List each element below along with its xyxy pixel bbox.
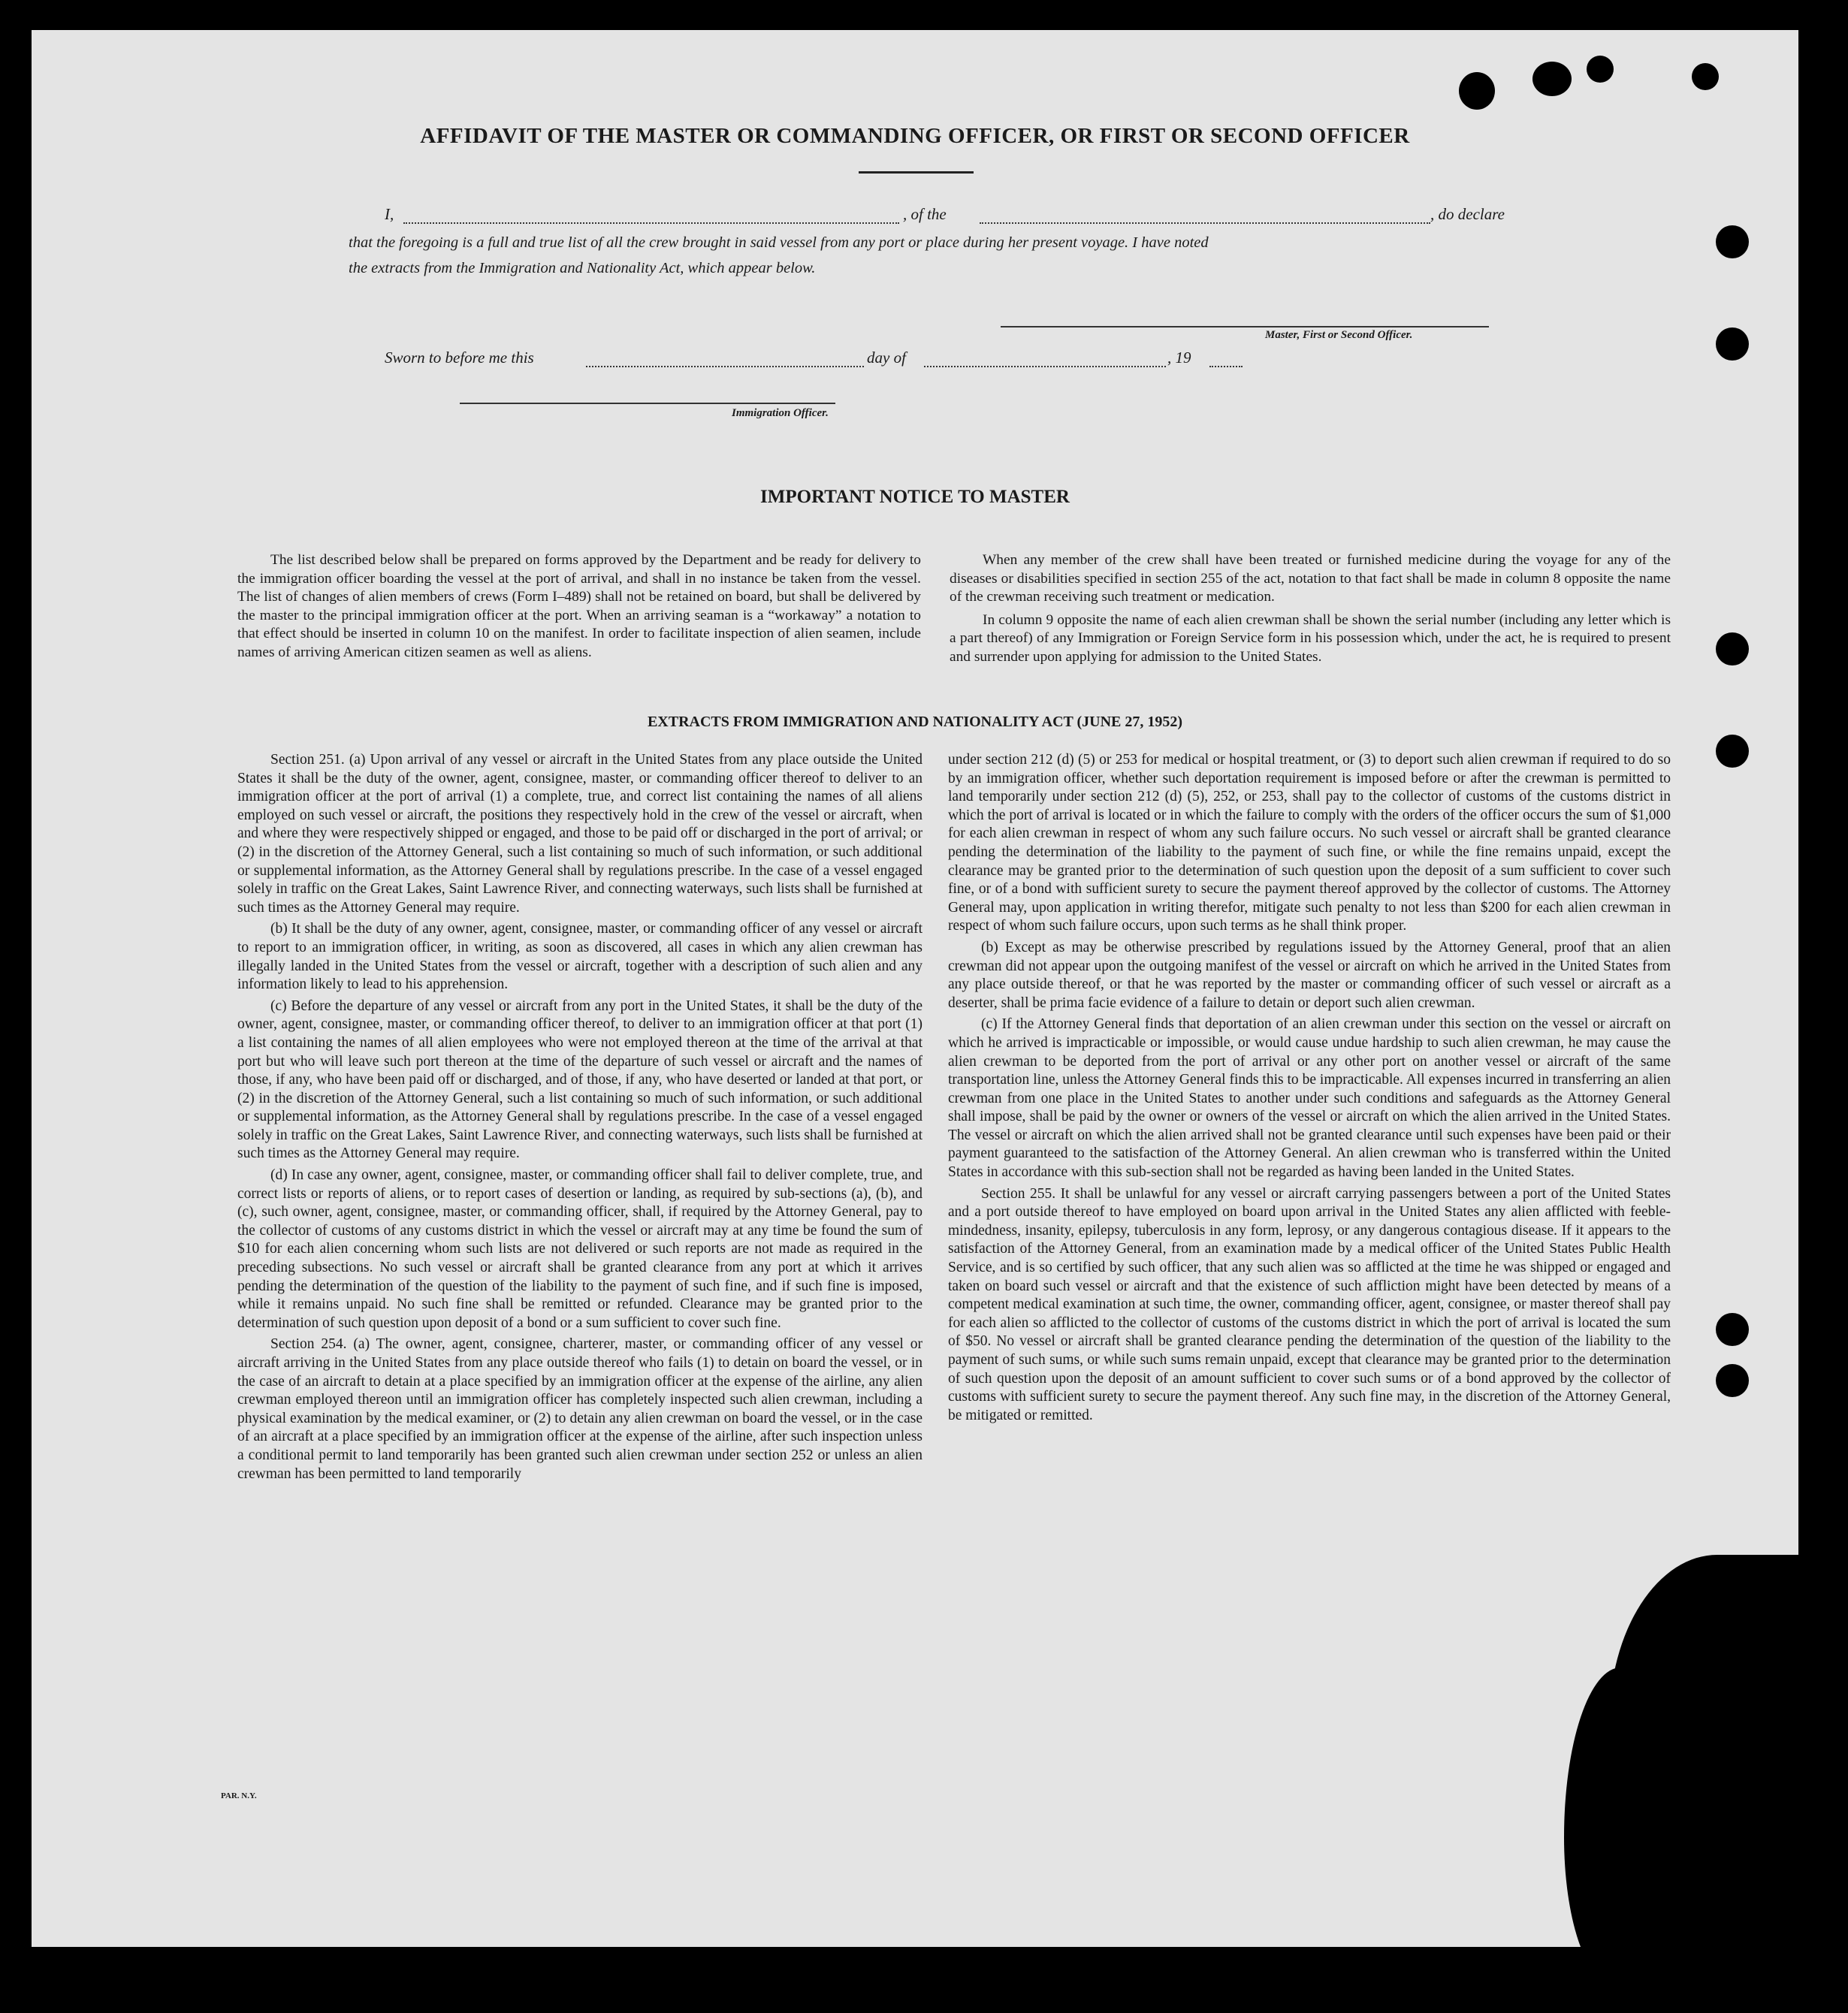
- punch-hole: [1716, 1364, 1749, 1397]
- punch-hole: [1692, 63, 1719, 90]
- immigration-officer-signature-line[interactable]: [460, 403, 835, 404]
- section-251-a: Section 251. (a) Upon arrival of any vessel or aircraft in the United States from any place outside the United States it shall be the duty of the owner, agent, consignee, master, or commanding officer thereof to deliver to an immigration officer at the port of arrival (1) a complete, true, and correct list containing the names of all aliens employed on such vessel or aircraft, the positions they respectively hold in the crew of the vessel or aircraft, when and where they were respectively shipped or engaged, and those to be paid off or discharged in the port of arrival; or (2) in the discretion of the Attorney General, such a list containing so much of such information, or such additional or supplemental information, as the Attorney General shall by regulations prescribe. In the case of a vessel engaged solely in traffic on the Great Lakes, Saint Lawrence River, and connecting waterways, such lists shall be furnished at such times as the Attorney General may require.: [237, 752, 922, 916]
- vessel-field[interactable]: [980, 222, 1430, 224]
- title-underline: [859, 171, 974, 174]
- extracts-left-column: [237, 751, 922, 1486]
- immigration-officer-caption: Immigration Officer.: [732, 407, 829, 419]
- sworn-year-field[interactable]: [1209, 366, 1243, 367]
- notice-left-column: [237, 551, 921, 666]
- day-of-label: day of: [867, 349, 906, 367]
- section-254-b: (b) Except as may be otherwise prescribed by regulations issued by the Attorney General, proof that an alien crewman did not appear upon the outgoing manifest of the vessel or aircraft on which he arrived in the United States from any place outside thereof, or that he was reported by the master or commanding officer of such vessel or aircraft as a deserter, shall be prima facie evidence of a failure to detain or deport such alien crewman.: [948, 939, 1671, 1011]
- extracts-title: EXTRACTS FROM IMMIGRATION AND NATIONALITY ACT (JUNE 27, 1952): [647, 714, 1183, 730]
- declaration-line-2: the extracts from the Immigration and Nationality Act, which appear below.: [349, 260, 816, 276]
- section-254-c: (c) If the Attorney General finds that deportation of an alien crewman under this section on the vessel or aircraft on which he arrived is impracticable or impossible, or would cause undue hardship to such alien crewman, he may cause the alien crewman to be deported from the port of arrival or any other port on another vessel or aircraft of the same transportation line, unless the Attorney General finds this to be impracticable. All expenses incurred in transferring an alien crewman from one place in the United States to another under such conditions and safeguards as the Attorney General shall impose, shall be paid by the owner or owners of the vessel or aircraft on which the alien arrived in the United States. The vessel or aircraft on which the alien arrived shall not be granted clearance until such expenses have been paid or their payment guaranteed to the satisfaction of the Attorney General. An alien crewman who is transferred within the United States in accordance with this sub-section shall not be regarded as having been landed in the United States.: [948, 1016, 1671, 1181]
- punch-hole: [1532, 62, 1572, 96]
- section-254-a: Section 254. (a) The owner, agent, consignee, charterer, master, or commanding officer of any vessel or aircraft arriving in the United States from any place outside thereof who fails (1) to detain on board the vessel, or in the case of an aircraft to detain at a place specified by an immigration officer at the expense of the airline, any alien crewman employed thereon until an immigration officer has completely inspected such alien crewman, including a physical examination by the medical examiner, or (2) to detain any alien crewman on board the vessel, or in the case of an aircraft at a place specified by an immigration officer at the expense of the airline, after such inspection unless a conditional permit to land temporarily has been granted such alien crewman under section 252 or unless an alien crewman has been permitted to land temporarily: [237, 1336, 922, 1482]
- section-254-a-continued: under section 212 (d) (5) or 253 for medical or hospital treatment, or (3) to deport such alien crewman if required to do so by an immigration officer, whether such deportation requirement is imposed before or after the crewman is permitted to land temporarily under section 212 (d) (5), 252, or 253, shall pay to the collector of customs of the customs district in which the port of arrival is located or in which the failure to comply with the orders of the officer occurs the sum of $1,000 for each alien crewman in respect of whom any such failure occurs. No such vessel or aircraft shall be granted clearance pending the determination of the liability to the payment of such fine, or while the fine remains unpaid, except the clearance may be granted prior to the determination of such question upon the deposit of a sum sufficient to cover such fine, or of a bond with sufficient surety to secure the payment thereof approved by the collector of customs. The Attorney General may, upon application in writing therefor, mitigate such penalty to not less than $200 for each alien crewman in respect of whom such failure occurs, upon such terms as he shall think proper.: [948, 752, 1671, 934]
- torn-corner-damage: [1564, 1667, 1669, 1947]
- year-label: , 19: [1167, 349, 1191, 367]
- sworn-month-field[interactable]: [924, 366, 1166, 367]
- do-declare-label: , do declare: [1430, 205, 1505, 223]
- notice-right-column: [950, 551, 1671, 671]
- affidavit-title: AFFIDAVIT OF THE MASTER OR COMMANDING OFFICER, OR FIRST OR SECOND OFFICER: [420, 124, 1410, 148]
- section-255: Section 255. It shall be unlawful for any vessel or aircraft carrying passengers between a port of the United States and a port outside thereof to have employed on board upon arrival in the United States any alien afflicted with feeble-mindedness, insanity, epilepsy, tuberculosis in any form, leprosy, or any dangerous contagious disease. If it appears to the satisfaction of the Attorney General, from an examination made by a medical officer of the United States Public Health Service, and is so certified by such officer, that any such alien was so afflicted at the time he was shipped or engaged and taken on board such vessel or aircraft and that the existence of such affliction might have been detected by means of a competent medical examination at such time, the owner, commanding officer, agent, consignee, or master thereof shall pay for each alien so afflicted to the collector of customs of the customs district in which the port of arrival is located the sum of $50. No vessel or aircraft shall be granted clearance pending the determination of the question of the liability to the payment of such sums, or while such sums remain unpaid, except that clearance may be granted prior to the determination of such question upon the deposit of an amount sufficient to cover such sums or of a bond approved by the collector of customs with sufficient surety to secure the payment thereof. Any such fine may, in the discretion of the Attorney General, be mitigated or remitted.: [948, 1185, 1671, 1423]
- punch-hole: [1587, 56, 1614, 83]
- sworn-day-field[interactable]: [586, 366, 864, 367]
- master-signature-line[interactable]: [1001, 326, 1489, 327]
- name-field[interactable]: [403, 222, 899, 224]
- punch-hole: [1716, 327, 1749, 361]
- sworn-label: Sworn to before me this: [385, 349, 534, 367]
- notice-right-paragraph-1: When any member of the crew shall have been treated or furnished medicine during the voyage for any of the diseases or disabilities specified in section 255 of the act, notation to that fact shall be made in column 8 opposite the name of the crewman receiving such treatment or medication.: [950, 552, 1671, 605]
- notice-left-paragraph: The list described below shall be prepared on forms approved by the Department and be ready for delivery to the immigration officer boarding the vessel at the port of arrival, and shall in no instance be taken from the vessel. The list of changes of alien members of crews (Form I–489) shall not be retained on board, but shall be delivered by the master to the principal immigration officer at the port. When an arriving seaman is a “workaway” a notation to that effect should be inserted in column 10 on the manifest. In order to facilitate inspection of alien seamen, include names of arriving American citizen seamen as well as aliens.: [237, 552, 921, 660]
- i-label: I,: [385, 205, 394, 223]
- punch-hole: [1716, 1313, 1749, 1346]
- extracts-right-column: [948, 751, 1671, 1428]
- section-251-d: (d) In case any owner, agent, consignee, master, or commanding officer shall fail to deliver complete, true, and correct lists or reports of aliens, or to report cases of desertion or landing, as required by sub-sections (a), (b), and (c), such owner, agent, consignee, master, or commanding officer, shall, if required by the Attorney General, pay to the collector of customs of any customs district in which the vessel or aircraft may at any time be found the sum of $10 for each alien concerning whom such lists are not delivered or such reports are not made as required in the preceding subsections. No such vessel or aircraft shall be granted clearance from any port at which it arrives pending the determination of the question of the liability to the payment of such fine, and if such fine is imposed, while it remains unpaid. No such fine shall be remitted or refunded. Clearance may be granted prior to the determination of such question upon deposit of a bond or a sum sufficient to cover such fine.: [237, 1167, 922, 1331]
- document-page: [32, 30, 1798, 1947]
- notice-title: IMPORTANT NOTICE TO MASTER: [760, 487, 1070, 507]
- of-the-label: , of the: [903, 205, 947, 223]
- punch-hole: [1716, 632, 1749, 665]
- punch-hole: [1716, 225, 1749, 258]
- printer-mark: PAR. N.Y.: [221, 1791, 257, 1800]
- section-251-b: (b) It shall be the duty of any owner, agent, consignee, master, or commanding officer of any vessel or aircraft to report to an immigration officer, in writing, as soon as discovered, all cases in which any alien crewman has illegally landed in the United States from the vessel or aircraft, together with a description of such alien and any information likely to lead to his apprehension.: [237, 921, 922, 993]
- declaration-line-1: that the foregoing is a full and true list of all the crew brought in said vessel from any port or place during her present voyage. I have noted: [349, 234, 1209, 251]
- master-caption: Master, First or Second Officer.: [1265, 329, 1413, 341]
- section-251-c: (c) Before the departure of any vessel or aircraft from any port in the United States, it shall be the duty of the owner, agent, consignee, master, or commanding officer thereof, to deliver to an immigration officer at that port (1) a list containing the names of all alien employees who were not employed thereon at the time of the arrival at that port but who will leave such port thereon at the time of the departure of such vessel or aircraft and the names of those, if any, who have been paid off or discharged, and of those, if any, who have deserted or landed at that port, or (2) in the discretion of the Attorney General, such a list containing so much of such information, or such additional or supplemental information, as the Attorney General shall by regulations prescribe. In the case of a vessel engaged solely in traffic on the Great Lakes, Saint Lawrence River, and connecting waterways, such lists shall be furnished at such times as the Attorney General may require.: [237, 997, 922, 1162]
- punch-hole: [1459, 72, 1495, 110]
- notice-right-paragraph-2: In column 9 opposite the name of each alien crewman shall be shown the serial number (including any letter which is a part thereof) of any Immigration or Foreign Service form in his possession which, under the act, he is required to present and surrender upon applying for admission to the United States.: [950, 611, 1671, 665]
- punch-hole: [1716, 735, 1749, 768]
